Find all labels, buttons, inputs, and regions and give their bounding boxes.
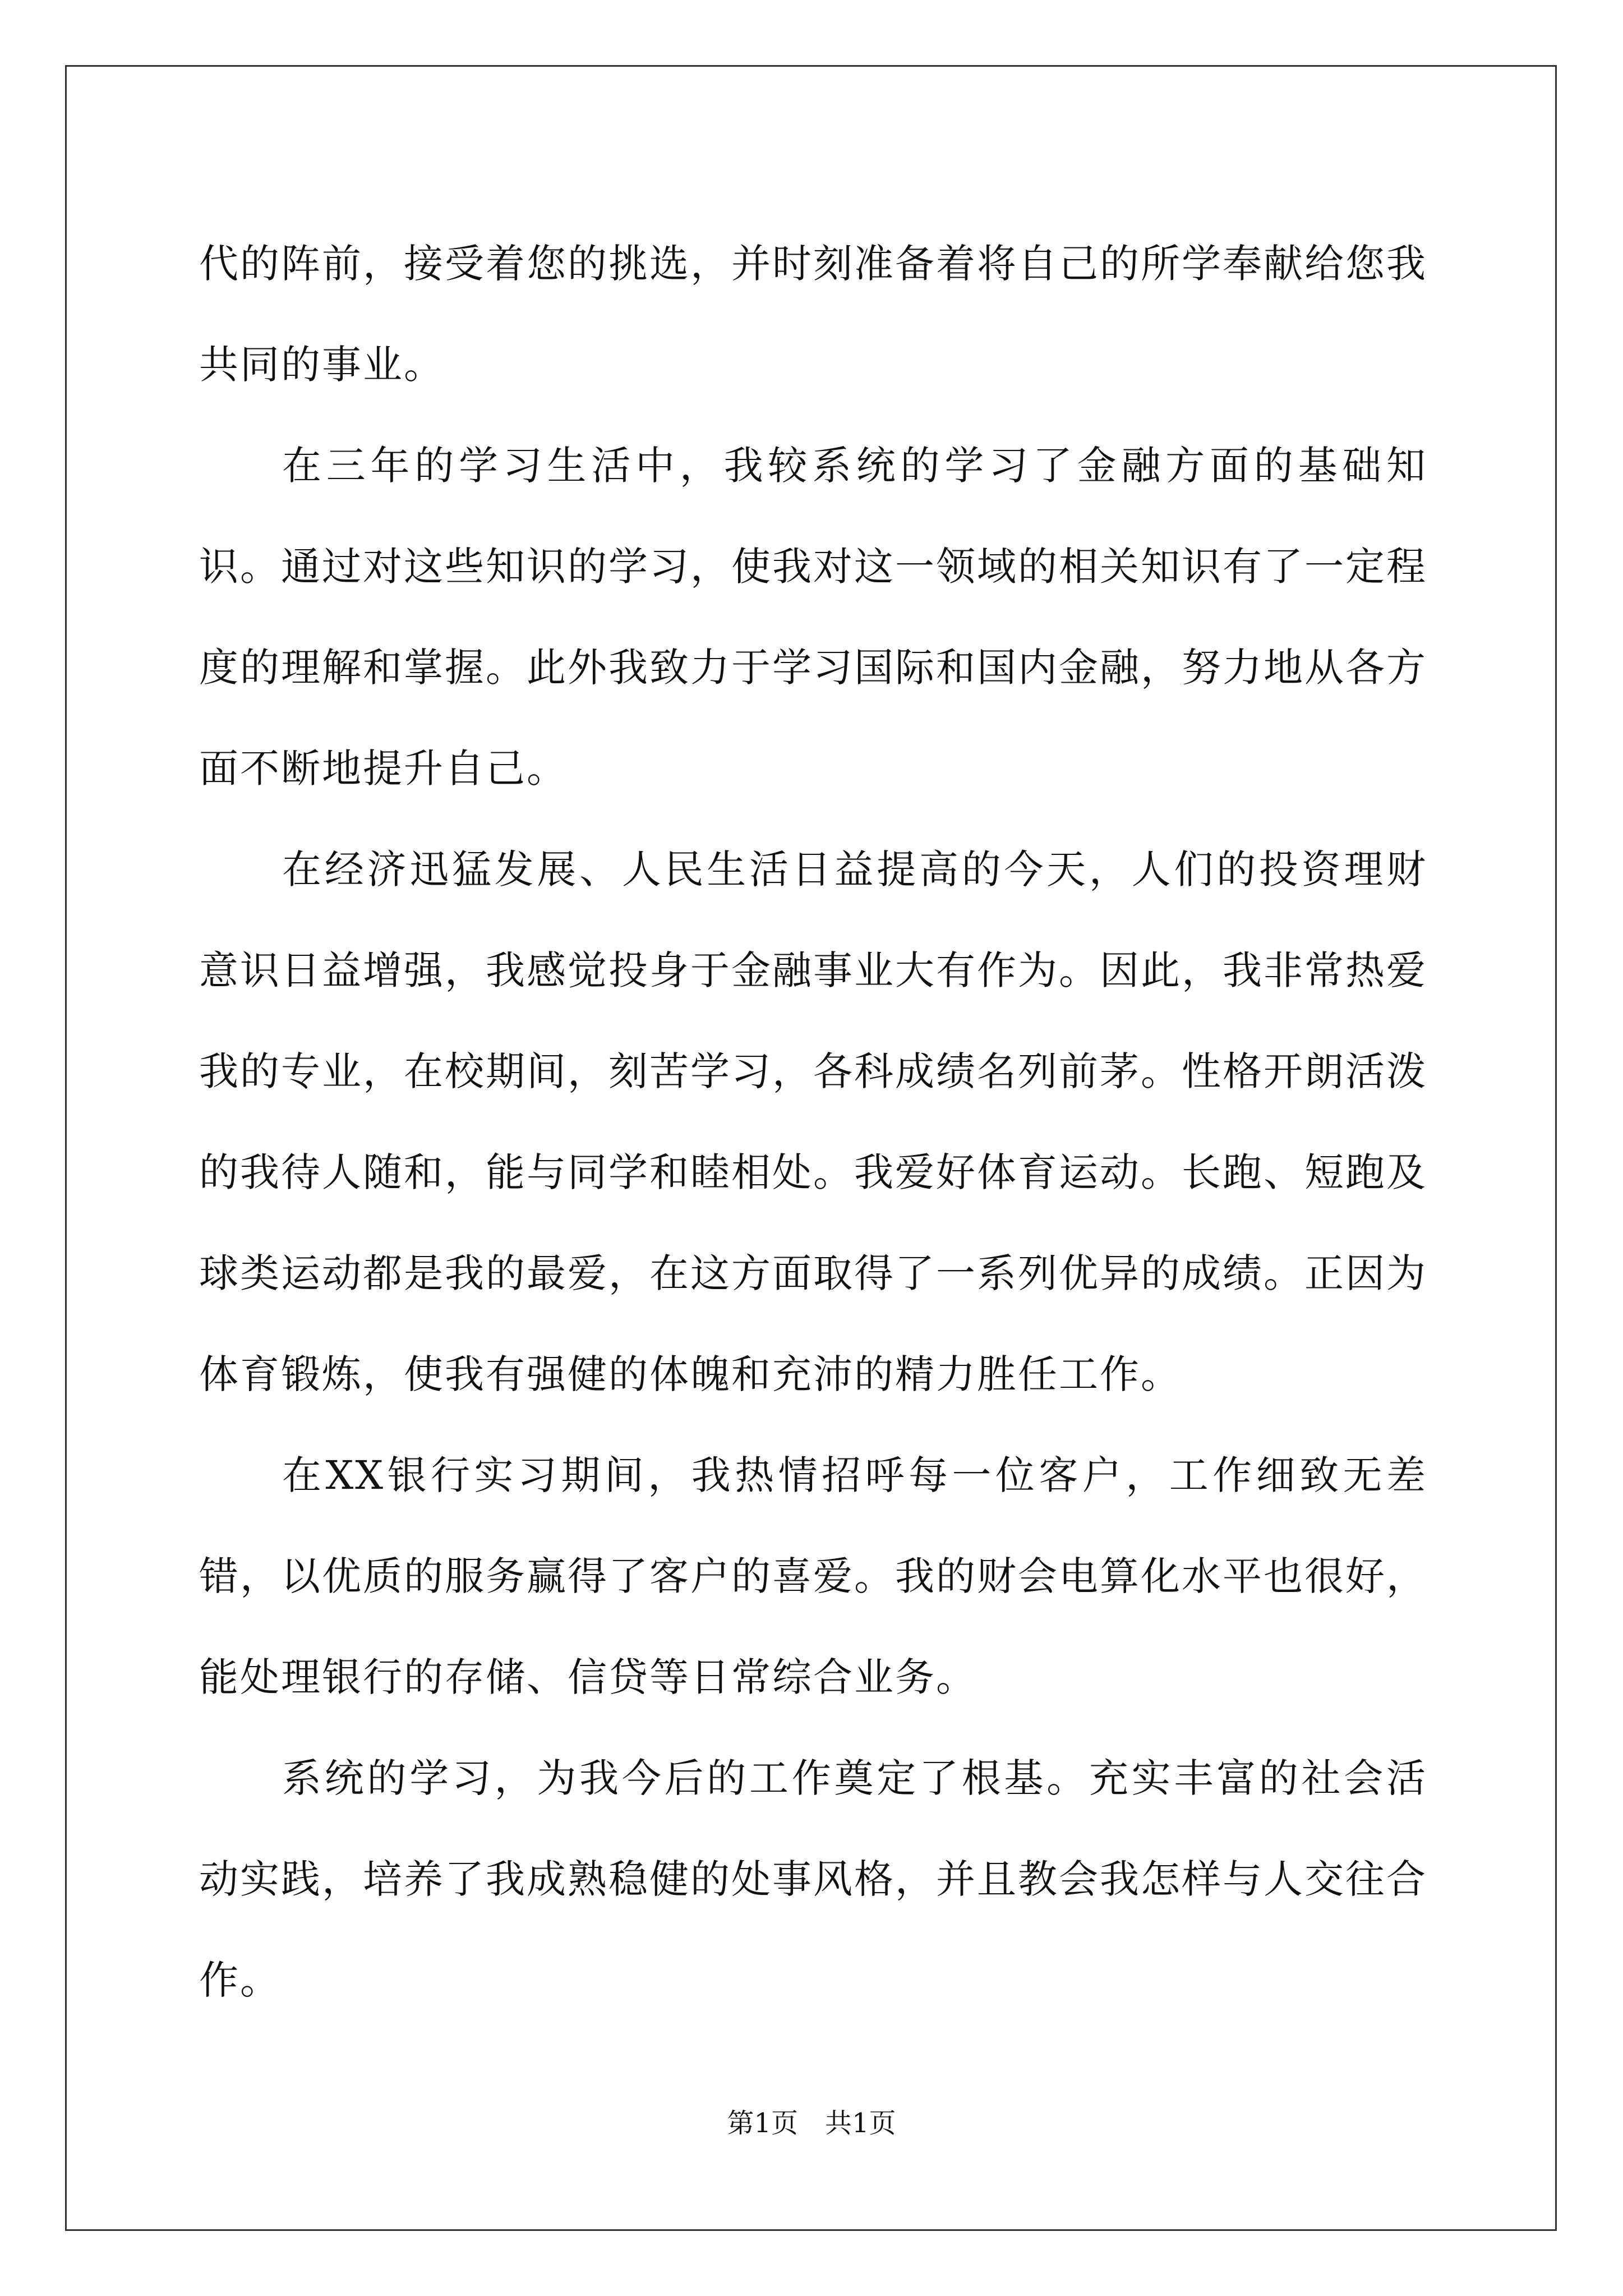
paragraph-4: 在XX银行实习期间，我热情招呼每一位客户，工作细致无差错，以优质的服务赢得了客户的喜爱。我的财会电算化水平也很好，能处理银行的存储、信贷等日常综合业务。 bbox=[199, 1452, 1427, 1700]
document-body bbox=[199, 213, 1427, 2031]
page-footer: 第1页 共1页 bbox=[727, 2108, 896, 2139]
paragraph-5: 系统的学习，为我今后的工作奠定了根基。充实丰富的社会活动实践，培养了我成熟稳健的处事风格，并且教会我怎样与人交往合作。 bbox=[199, 1755, 1427, 2003]
paragraph-1: 代的阵前，接受着您的挑选，并时刻准备着将自己的所学奉献给您我共同的事业。 bbox=[199, 241, 1427, 388]
paragraph-3: 在经济迅猛发展、人民生活日益提高的今天，人们的投资理财意识日益增强，我感觉投身于金融事业大有作为。因此，我非常热爱我的专业，在校期间，刻苦学习，各科成绩名列前茅。性格开朗活泼的我待人随和，能与同学和睦相处。我爱好体育运动。长跑、短跑及球类运动都是我的最爱，在这方面取得了一系列优异的成绩。正因为体育锻炼，使我有强健的体魄和充沛的精力胜任工作。 bbox=[199, 846, 1427, 1397]
paragraph-2: 在三年的学习生活中，我较系统的学习了金融方面的基础知识。通过对这些知识的学习，使我对这一领域的相关知识有了一定程度的理解和掌握。此外我致力于学习国际和国内金融，努力地从各方面不断地提升自己。 bbox=[199, 443, 1427, 792]
